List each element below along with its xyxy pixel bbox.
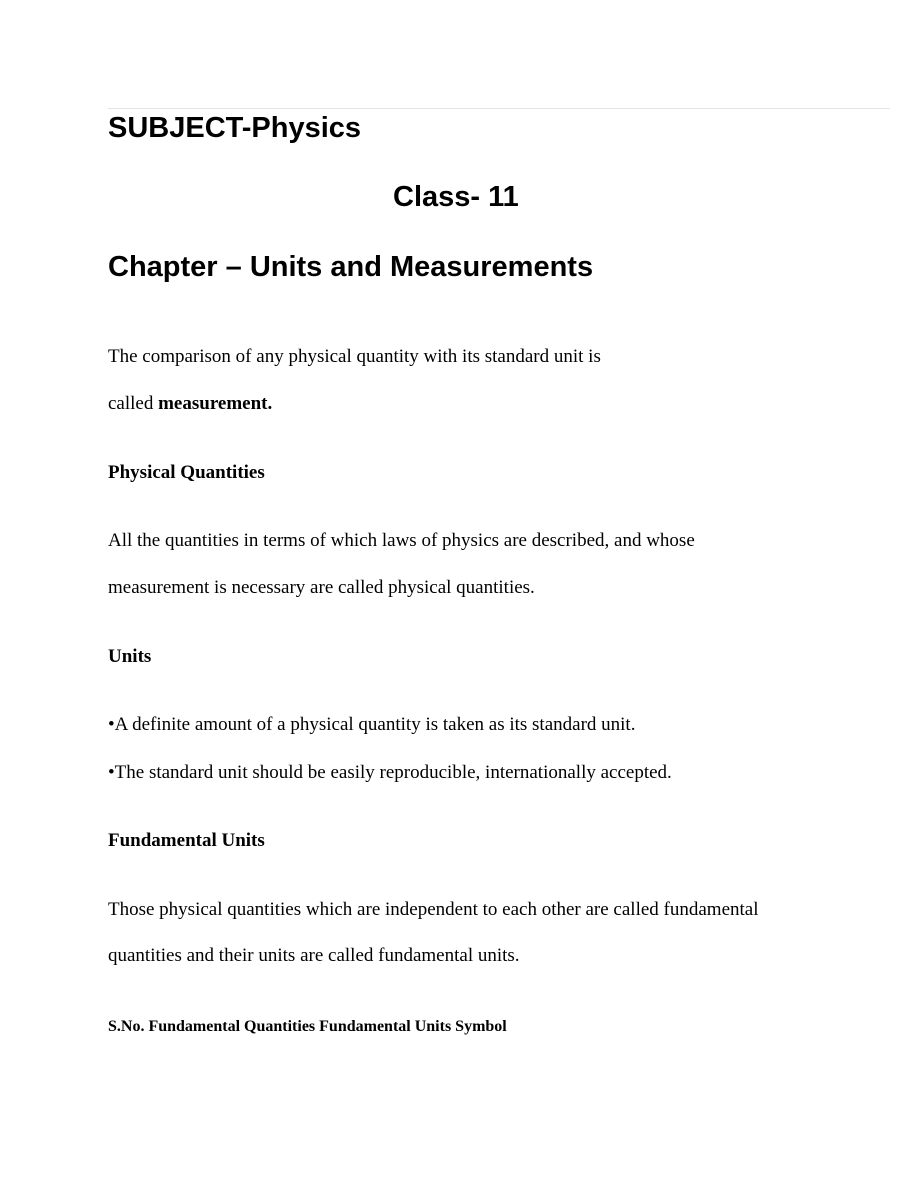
- units-bullet-1: •A definite amount of a physical quantity is taken as its standard unit.: [108, 714, 636, 735]
- chapter-title: Chapter – Units and Measurements: [108, 251, 594, 283]
- intro-line-2: [108, 392, 272, 416]
- intro-line-2-text: called: [108, 393, 159, 414]
- physical-quantities-line-1: All the quantities in terms of which laws of physics are described, and whose: [108, 530, 695, 551]
- fundamental-units-heading: Fundamental Units: [108, 830, 265, 851]
- subject-title: SUBJECT-Physics: [108, 112, 362, 144]
- fundamental-units-line-1: Those physical quantities which are independent to each other are called fundamental: [108, 899, 759, 920]
- units-heading: Units: [108, 646, 152, 667]
- fundamental-units-line-2: quantities and their units are called fundamental units.: [108, 945, 520, 966]
- units-bullet-2: •The standard unit should be easily reproducible, internationally accepted.: [108, 762, 672, 783]
- top-divider: [108, 108, 890, 109]
- class-label: Class- 11: [393, 181, 519, 213]
- intro-line-1: The comparison of any physical quantity with its standard unit is: [108, 346, 601, 367]
- physical-quantities-heading: Physical Quantities: [108, 462, 265, 483]
- measurement-term: measurement.: [158, 393, 273, 414]
- table-header-row: S.No. Fundamental Quantities Fundamental Units Symbol: [108, 1018, 507, 1035]
- physical-quantities-line-2: measurement is necessary are called physical quantities.: [108, 577, 535, 598]
